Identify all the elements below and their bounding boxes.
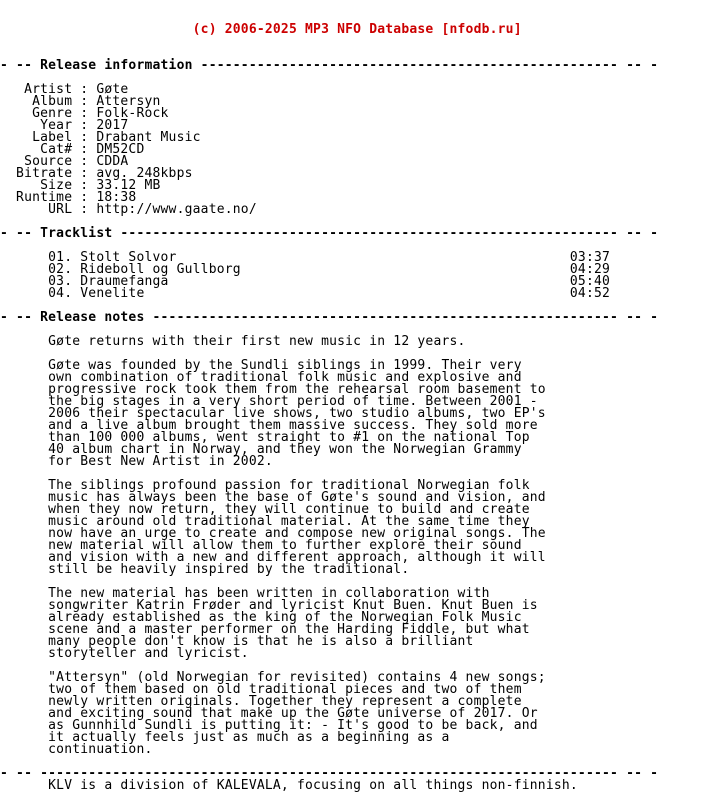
release-info-row: Artist : Gøte	[0, 82, 129, 97]
track-row: 01. Stolt Solvor 03:37	[0, 250, 611, 265]
nfo-line: still be heavily inspired by the traditional.	[0, 562, 410, 577]
nfo-line: music around old traditional material. At the same time they	[0, 514, 530, 529]
nfo-line: for Best New Artist in 2002.	[0, 454, 273, 469]
nfo-line: many people don't know is that he is also a brilliant	[0, 634, 474, 649]
nfo-line: as Gunnhild Sundli is putting it: - It's good to be back, and	[0, 718, 538, 733]
nfodb-banner: (c) 2006-2025 MP3 NFO Database [nfodb.ru]	[0, 22, 522, 37]
release-info-row: Cat# : DM52CD	[0, 142, 145, 157]
nfo-line: and vision with a new and different approach, although it will	[0, 550, 546, 565]
section-divider: - -- Tracklist -------------------------------------------------------------- -- -	[0, 226, 659, 241]
nfo-line: KLV is a division of KALEVALA, focusing on all things non-finnish.	[0, 778, 578, 793]
nfo-line: "Attersyn" (old Norwegian for revisited) contains 4 new songs;	[0, 670, 546, 685]
nfo-body	[0, 60, 658, 792]
nfo-line: and a live album brought them massive success. They sold more	[0, 418, 538, 433]
nfo-line: it actually feels just as much as a beginning as a	[0, 730, 450, 745]
nfo-line: continuation.	[0, 742, 153, 757]
release-info-row: Runtime : 18:38	[0, 190, 137, 205]
nfo-line: songwriter Katrin Frøder and lyricist Knut Buen. Knut Buen is	[0, 598, 538, 613]
nfo-line: Gøte was founded by the Sundli siblings in 1999. Their very	[0, 358, 522, 373]
nfo-line: newly written originals. Together they represent a complete	[0, 694, 522, 709]
nfo-line: when they now return, they will continue to build and create	[0, 502, 530, 517]
nfo-line: The new material has been written in collaboration with	[0, 586, 490, 601]
nfo-line: now have an urge to create and compose new original songs. The	[0, 526, 546, 541]
release-info-row: Album : Attersyn	[0, 94, 161, 109]
nfo-line: the big stages in a very short period of time. Between 2001 -	[0, 394, 538, 409]
nfo-line: storyteller and lyricist.	[0, 646, 249, 661]
nfo-line: already established as the king of the Norwegian Folk Music	[0, 610, 522, 625]
nfo-line: two of them based on old traditional pieces and two of them	[0, 682, 522, 697]
release-info-row: Year : 2017	[0, 118, 129, 133]
nfo-line: progressive rock took them from the rehearsal room basement to	[0, 382, 546, 397]
section-divider: - -- Release information ---------------------------------------------------- -- -	[0, 58, 659, 73]
release-info-row: Bitrate : avg. 248kbps	[0, 166, 193, 181]
nfo-line: and exciting sound that make up the Gøte universe of 2017. Or	[0, 706, 538, 721]
nfo-line: own combination of traditional folk music and explosive and	[0, 370, 522, 385]
release-info-row: Source : CDDA	[0, 154, 129, 169]
nfo-line: 2006 their spectacular live shows, two studio albums, two EP's	[0, 406, 546, 421]
nfo-line: The siblings profound passion for traditional Norwegian folk	[0, 478, 530, 493]
track-row: 03. Draumefanga 05:40	[0, 274, 611, 289]
nfo-line: than 100 000 albums, went straight to #1 on the national Top	[0, 430, 530, 445]
track-row: 02. Rideboll og Gullborg 04:29	[0, 262, 611, 277]
nfo-line: scene and a master performer on the Harding Fiddle, but what	[0, 622, 530, 637]
section-divider: - -- Release notes ---------------------------------------------------------- -- -	[0, 310, 659, 325]
release-info-row: Size : 33.12 MB	[0, 178, 161, 193]
release-info-row: Genre : Folk-Rock	[0, 106, 169, 121]
track-row: 04. Venelite 04:52	[0, 286, 611, 301]
nfo-line: new material will allow them to further explore their sound	[0, 538, 522, 553]
section-divider: - -- ------------------------------------------------------------------------ -- -	[0, 766, 659, 781]
nfo-line: 40 album chart in Norway, and they won the Norwegian Grammy	[0, 442, 522, 457]
nfo-line: music has always been the base of Gøte's sound and vision, and	[0, 490, 546, 505]
release-info-row: URL : http://www.gaate.no/	[0, 202, 257, 217]
release-info-row: Label : Drabant Music	[0, 130, 201, 145]
nfo-line: Gøte returns with their first new music in 12 years.	[0, 334, 466, 349]
